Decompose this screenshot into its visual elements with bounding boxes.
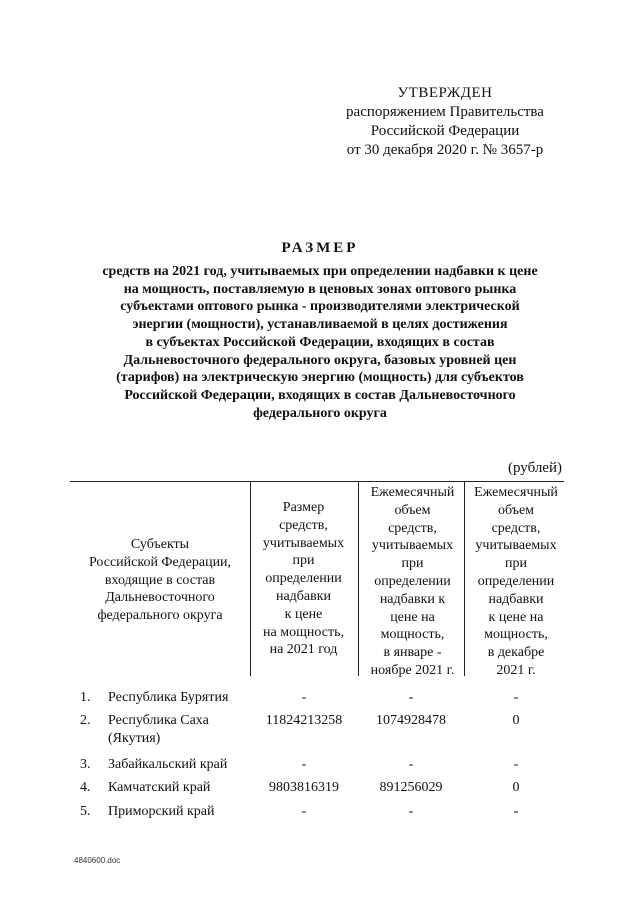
header-line: на мощность, bbox=[263, 624, 344, 640]
row-jan-nov-value: 891256029 bbox=[379, 780, 443, 795]
row-dec-value: - bbox=[513, 690, 519, 705]
subtitle-line: в субъектах Российской Федерации, входящих в состав bbox=[145, 334, 495, 350]
row-size-value: 11824213258 bbox=[265, 713, 343, 728]
subtitle-line: на мощность, поставляемую в ценовых зонах оптового рынка bbox=[123, 281, 517, 297]
header-line: учитываемых bbox=[475, 538, 557, 554]
header-line: надбавки bbox=[488, 591, 544, 607]
header-line: определении bbox=[477, 573, 555, 589]
subtitle-line: федерального округа bbox=[253, 405, 387, 421]
approval-line: от 30 декабря 2020 г. № 3657-р bbox=[346, 142, 544, 158]
row-jan-nov-value: - bbox=[408, 690, 414, 705]
header-dec bbox=[467, 484, 565, 680]
row-subject: Забайкальский край bbox=[108, 757, 228, 772]
row-size-value: - bbox=[301, 804, 307, 819]
header-line: входящие в состав bbox=[104, 572, 216, 588]
row-number: 1. bbox=[80, 690, 91, 705]
header-line: к цене на bbox=[488, 609, 544, 625]
header-line: определении bbox=[265, 571, 342, 587]
row-number: 2. bbox=[80, 713, 91, 728]
header-line: при bbox=[292, 553, 315, 569]
approval-line: распоряжением Правительства bbox=[346, 104, 544, 120]
header-line: учитываемых bbox=[371, 538, 454, 554]
header-line: в декабре bbox=[487, 645, 545, 661]
header-line: ноябре 2021 г. bbox=[370, 662, 455, 678]
row-size-value: 9803816319 bbox=[269, 780, 339, 795]
row-jan-nov-value: - bbox=[408, 757, 414, 772]
subtitle-line: Российской Федерации, входящих в состав Дальневосточного bbox=[124, 387, 516, 403]
subtitle-line: Дальневосточного федерального округа, базовых уровней цен bbox=[123, 352, 517, 368]
header-line: Размер bbox=[282, 500, 325, 515]
header-line: Ежемесячный bbox=[370, 485, 455, 500]
row-dec-value: - bbox=[513, 804, 519, 819]
header-line: при bbox=[505, 556, 527, 572]
header-size bbox=[251, 499, 356, 659]
row-dec-value: 0 bbox=[512, 713, 520, 728]
row-subject: Республика Бурятия bbox=[108, 690, 229, 705]
row-subject: Приморский край bbox=[108, 804, 215, 819]
row-size-value: - bbox=[301, 690, 307, 705]
subtitle-line: (тарифов) на электрическую энергию (мощность) для субъектов bbox=[116, 370, 524, 386]
document-title: РАЗМЕР bbox=[281, 240, 359, 256]
header-line: объем bbox=[394, 502, 431, 518]
header-line: при bbox=[401, 556, 424, 572]
row-subject: Республика Саха (Якутия) bbox=[108, 713, 209, 746]
header-line: средств, bbox=[491, 520, 541, 536]
header-line: в январе - bbox=[383, 645, 442, 661]
header-line: определении bbox=[374, 573, 451, 589]
row-dec-value: - bbox=[513, 757, 519, 772]
header-line: мощность, bbox=[484, 627, 548, 643]
header-line: мощность, bbox=[380, 627, 445, 643]
subtitle-line: субъектами оптового рынка - производителями электрической bbox=[120, 299, 520, 315]
header-line: средств, bbox=[279, 517, 328, 533]
document-subtitle bbox=[70, 263, 570, 422]
header-line: надбавки к bbox=[379, 591, 446, 607]
column-divider bbox=[358, 482, 359, 676]
header-line: Дальневосточного bbox=[105, 590, 215, 606]
row-size-value: - bbox=[301, 757, 307, 772]
row-subject: Камчатский край bbox=[108, 780, 211, 795]
header-line: средств, bbox=[388, 520, 437, 536]
row-jan-nov-value: - bbox=[408, 804, 414, 819]
row-number: 3. bbox=[80, 757, 91, 772]
header-line: Ежемесячный bbox=[474, 485, 558, 500]
header-line: 2021 г. bbox=[496, 662, 536, 678]
row-dec-value: 0 bbox=[512, 780, 520, 795]
header-subjects bbox=[70, 536, 250, 625]
header-line: на 2021 год bbox=[269, 642, 338, 658]
row-number: 4. bbox=[80, 780, 91, 795]
header-line: Субъекты bbox=[130, 537, 190, 552]
header-line: надбавки bbox=[275, 588, 332, 604]
row-number: 5. bbox=[80, 804, 91, 819]
footer-filename: 4840600.doc bbox=[74, 856, 121, 865]
approval-line: Российской Федерации bbox=[370, 123, 520, 139]
header-line: учитываемых bbox=[262, 535, 345, 551]
header-jan-nov bbox=[361, 484, 464, 680]
units-label: (рублей) bbox=[507, 460, 562, 476]
approval-title: УТВЕРЖДЕН bbox=[397, 85, 493, 101]
header-line: объем bbox=[497, 502, 535, 518]
table-header bbox=[70, 481, 564, 685]
header-line: цене на bbox=[390, 609, 435, 625]
header-line: Российской Федерации, bbox=[88, 554, 232, 570]
column-divider bbox=[464, 482, 465, 676]
approval-block bbox=[330, 84, 560, 160]
row-jan-nov-value: 1074928478 bbox=[376, 713, 446, 728]
header-line: к цене bbox=[284, 606, 323, 622]
header-line: федерального округа bbox=[97, 608, 223, 624]
subtitle-line: средств на 2021 год, учитываемых при определении надбавки к цене bbox=[102, 264, 538, 279]
subtitle-line: энергии (мощности), устанавливаемой в целях достижения bbox=[132, 317, 508, 333]
